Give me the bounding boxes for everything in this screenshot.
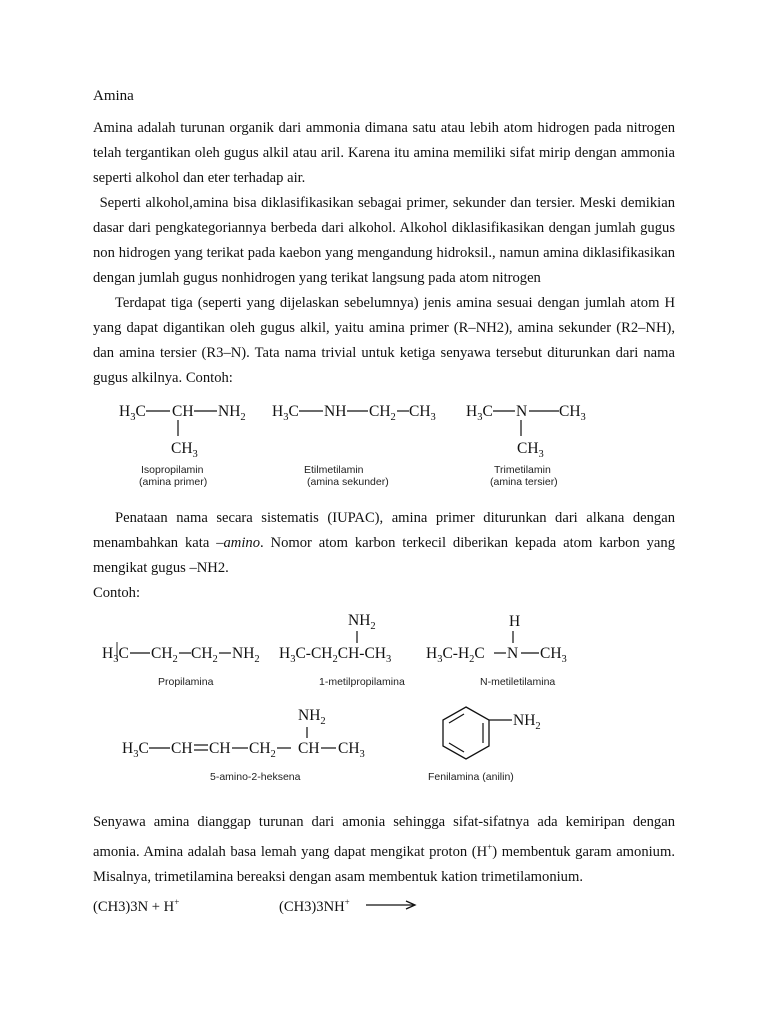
equation-left bbox=[93, 890, 179, 920]
svg-text:H3C: $H_3C$ bbox=[272, 403, 299, 423]
propilamina-name: Propilamina bbox=[158, 676, 214, 688]
svg-text:NH2: $NH_2$ bbox=[513, 712, 541, 732]
svg-text:NH2: $NH_2$ bbox=[348, 612, 376, 632]
metilpropilamina-name: 1-metilpropilamina bbox=[319, 676, 405, 688]
svg-text:CH2: $CH_2$ bbox=[249, 740, 276, 760]
svg-text:CH2: $CH_2$ bbox=[191, 645, 218, 665]
svg-text:CH3: $CH_3$ bbox=[517, 440, 544, 460]
aminoheksena-structure bbox=[122, 707, 365, 760]
document-page bbox=[93, 84, 675, 915]
equation-right bbox=[279, 890, 350, 920]
etilmetilamin-type: (amina sekunder) bbox=[307, 476, 389, 488]
svg-text:CH3: $CH_3$ bbox=[338, 740, 365, 760]
svg-text:CH: CH bbox=[172, 403, 194, 420]
svg-text:N: N bbox=[516, 403, 528, 420]
svg-text:CH3: $CH_3$ bbox=[540, 645, 567, 665]
figure-trivial-names-svg bbox=[93, 391, 675, 488]
svg-text:H3C-CH2CH-CH3: $H_3C-CH_2CH-CH_3$ bbox=[279, 645, 392, 665]
paragraph-classification-text: Seperti alkohol,amina bisa diklasifikasikan sebagai primer, sekunder dan tersier. Meski demikian dasar dari pengkategoriannya berbeda dari alkohol. Alkohol diklasifikasikan dengan jumlah gugus non hidrogen yang terikat pada kaebon yang mengandung hidroksil., namun amina diklasifikasikan dengan jumlah gugus nonhidrogen yang terikat langsung pada atom nitrogen bbox=[93, 195, 675, 286]
paragraph-classification bbox=[93, 191, 675, 291]
fenilamina-name: Fenilamina (anilin) bbox=[428, 771, 514, 783]
svg-text:CH3: $CH_3$ bbox=[409, 403, 436, 423]
etilmetilamin-name: Etilmetilamin bbox=[304, 464, 364, 476]
metiletilamina-name: N-metiletilamina bbox=[480, 676, 556, 688]
isopropilamin-type: (amina primer) bbox=[139, 476, 208, 488]
paragraph-iupac-italic: –amino bbox=[216, 535, 260, 551]
paragraph-basicity-text-2: ) membentuk garam amonium. Misalnya, trimetilamina bereaksi dengan asam membentuk kation trimetilamonium. bbox=[93, 843, 675, 885]
svg-text:H3C: $H_3C$ bbox=[466, 403, 493, 423]
figure-iupac-names-svg bbox=[93, 606, 675, 788]
trimetilamin-name: Trimetilamin bbox=[494, 464, 551, 476]
paragraph-definition: Amina adalah turunan organik dari ammonia dimana satu atau lebih atom hidrogen pada nitrogen telah tergantikan oleh gugus alkil atau aril. Karena itu amina memiliki sifat mirip dengan ammonia seperti alkohol dan eter terhadap air. bbox=[93, 120, 675, 186]
svg-text:H: H bbox=[509, 613, 521, 630]
page-title: Amina bbox=[93, 88, 134, 104]
paragraph-basicity-sup: + bbox=[487, 842, 493, 852]
reaction-equation bbox=[93, 890, 675, 915]
trimetilamin-structure bbox=[466, 403, 586, 460]
fenilamina-structure bbox=[443, 707, 541, 759]
svg-text:CH: CH bbox=[298, 740, 320, 757]
svg-text:H3C: $H_3C$ bbox=[102, 645, 129, 665]
svg-text:CH2: $CH_2$ bbox=[151, 645, 178, 665]
etilmetilamin-structure bbox=[272, 403, 436, 423]
paragraph-basicity-text-1: Senyawa amina dianggap turunan dari amonia sehingga sifat-sifatnya ada kemiripan dengan amonia. Amina adalah basa lemah yang dapat mengikat proton (H bbox=[93, 814, 675, 860]
isopropilamin-name: Isopropilamin bbox=[141, 464, 204, 476]
figure-trivial-names bbox=[93, 391, 675, 488]
paragraph-types: Terdapat tiga (seperti yang dijelaskan sebelumnya) jenis amina sesuai dengan jumlah atom H yang dapat digantikan oleh gugus alkil, yaitu amina primer (R–NH2), amina sekunder (R2–NH), dan amina tersier (R3–N). Tata nama trivial untuk ketiga senyawa tersebut diturunkan dari nama gugus alkilnya. Contoh: bbox=[93, 295, 675, 386]
paragraph-example: Contoh: bbox=[93, 585, 141, 601]
paragraph-iupac bbox=[93, 506, 675, 581]
paragraph-iupac-text-2: . Nomor atom karbon terkecil diberikan kepada atom karbon yang mengikat gugus –NH2. bbox=[93, 535, 676, 576]
equation-left-text: (CH3)3N + H bbox=[93, 898, 175, 915]
propilamina-structure bbox=[102, 642, 260, 665]
svg-text:NH2: $NH_2$ bbox=[298, 707, 326, 727]
paragraph-iupac-text-1: Penataan nama secara sistematis (IUPAC), amina primer diturunkan dari alkana dengan menambahkan kata bbox=[93, 510, 675, 551]
svg-text:CH3: $CH_3$ bbox=[171, 440, 198, 460]
reaction-arrow-icon bbox=[365, 899, 419, 911]
trimetilamin-type: (amina tersier) bbox=[490, 476, 558, 488]
figure-iupac-names bbox=[93, 606, 675, 788]
equation-right-text: (CH3)3NH bbox=[279, 898, 345, 915]
metilpropilamina-structure bbox=[279, 612, 391, 665]
aminoheksena-name: 5-amino-2-heksena bbox=[210, 771, 301, 783]
svg-text:N: N bbox=[507, 645, 519, 662]
svg-text:H3C: $H_3C$ bbox=[119, 403, 146, 423]
svg-text:NH2: $NH_2$ bbox=[232, 645, 260, 665]
svg-text:CH: CH bbox=[209, 740, 231, 757]
svg-text:H3C: $H_3C$ bbox=[122, 740, 149, 760]
svg-text:CH2: $CH_2$ bbox=[369, 403, 396, 423]
svg-text:H3C-H2C: $H_3C-H_2C$ bbox=[426, 645, 485, 665]
svg-text:CH: CH bbox=[171, 740, 193, 757]
isopropilamin-structure bbox=[119, 403, 246, 460]
svg-text:CH3: $CH_3$ bbox=[559, 403, 586, 423]
svg-text:NH: NH bbox=[324, 403, 347, 420]
metiletilamina-structure bbox=[426, 613, 567, 665]
svg-text:NH2: $NH_2$ bbox=[218, 403, 246, 423]
paragraph-basicity bbox=[93, 810, 675, 890]
equation-right-sup: + bbox=[344, 896, 350, 907]
equation-left-sup: + bbox=[174, 896, 180, 907]
